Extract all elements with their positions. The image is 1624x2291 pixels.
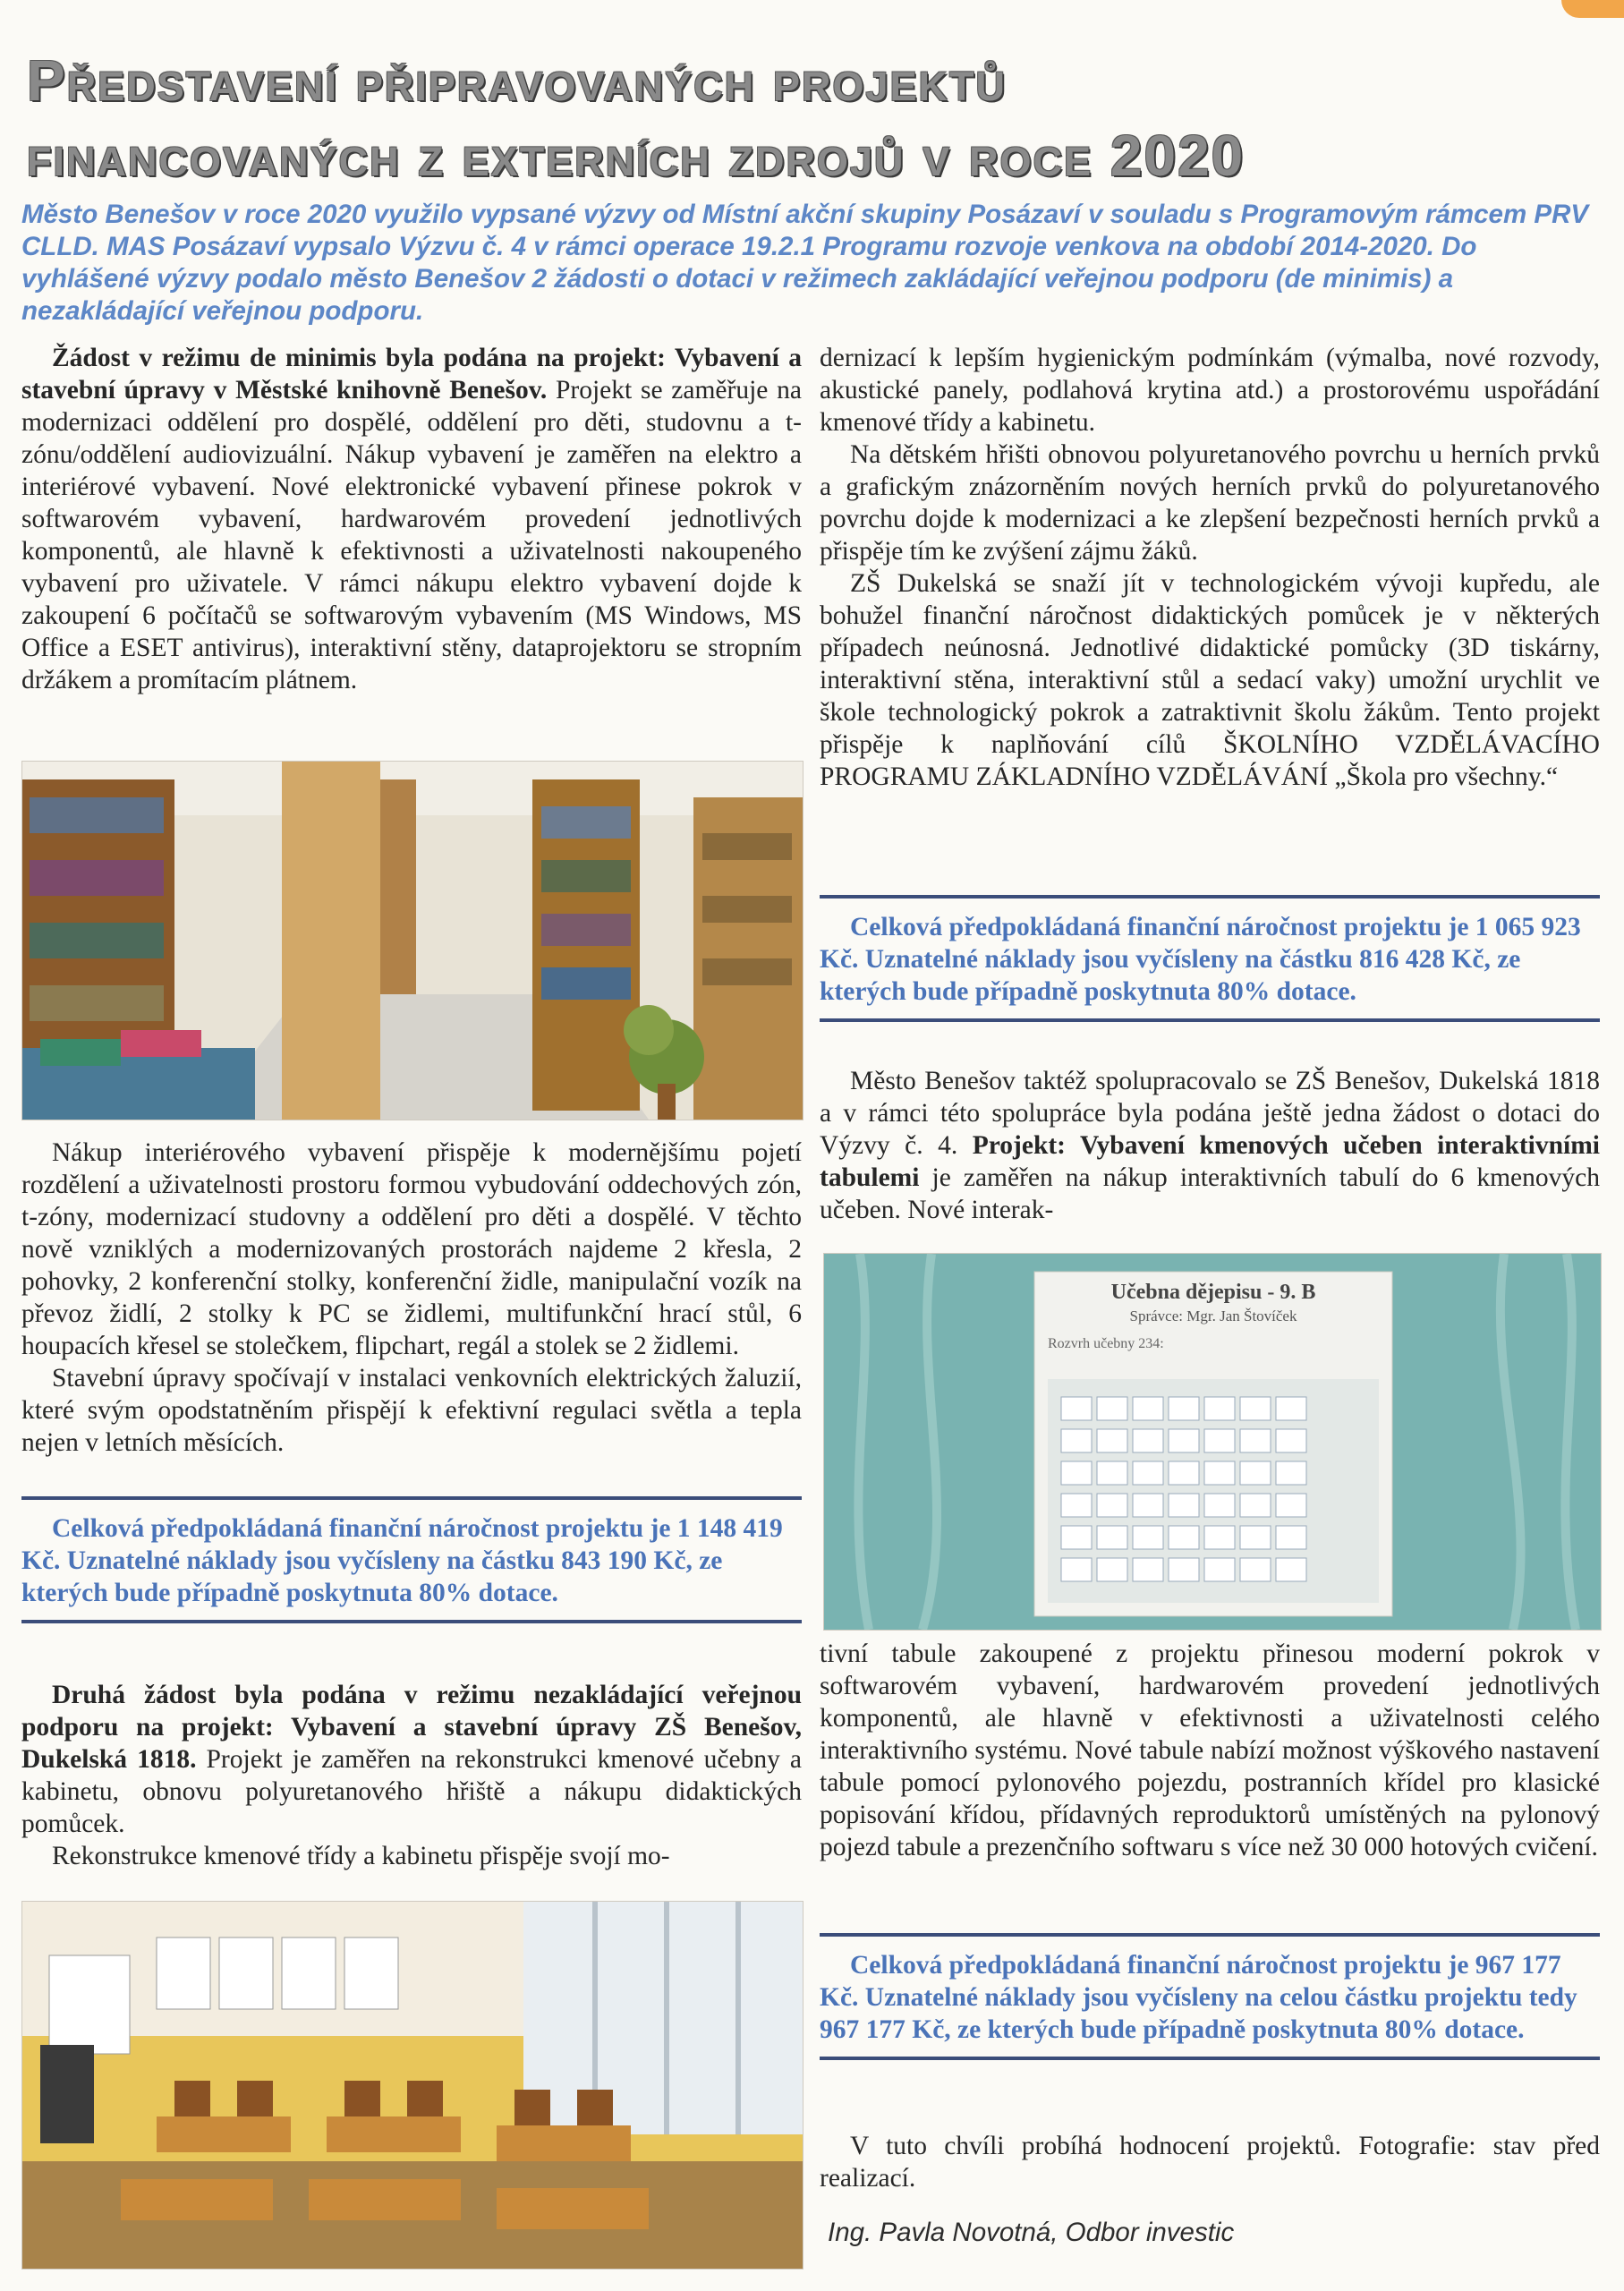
library-illustration: [22, 762, 803, 1120]
funding-box-library: [21, 1496, 802, 1623]
right-paragraph-4: [820, 1065, 1600, 1226]
board-sign-title: Učebna dějepisu - 9. B: [1110, 1281, 1316, 1304]
left-paragraph-4-text: Projekt je zaměřen na rekonstrukci kmenové učebny a kabinetu, obnovu polyuretanového hřiště a nákupu didaktických pomůcek.: [21, 1745, 802, 1838]
left-paragraph-1-text: Projekt se zaměřuje na modernizaci oddělení pro dospělé, oddělení pro děti, studovnu a t-zónu/oddělení audiovizuální. Nákup vybavení je zaměřen na elektro a interiérové vybavení. Nové elektronické vybavení přinese pokrok v softwarovém vybavení, hardwarovém provedení jednotlivých komponentů, ale hlavně k efektivnosti a uživatelnosti nakoupeného vybavení pro uživatele. V rámci nákupu elektro vybavení dojde k zakoupení 6 počítačů se softwarovým vybavením (MS Windows, MS Office a ESET antivirus), interaktivní stěny, dataprojektoru se stropním držákem a promítacím plátnem.: [21, 376, 802, 694]
left-column-middle: [21, 1137, 802, 1459]
left-paragraph-5: Rekonstrukce kmenové třídy a kabinetu přispěje svojí mo-: [52, 1842, 670, 1870]
left-paragraph-3: Stavební úpravy spočívají v instalaci venkovních elektrických žaluzií, které svým opodstatněním přispějí k efektivní regulaci světla a tepla nejen v letních měsících.: [21, 1364, 802, 1457]
title-line-1: Představení připravovaných projektů: [27, 48, 1008, 113]
right-paragraph-2: Na dětském hřišti obnovou polyuretanového povrchu u herních prvků a grafickým znázorněním nových herních prvků do polyuretanového povrchu dojde k modernizaci a ke zlepšení bezpečnosti herních prvků a přispěje tím ke zvýšení zájmu žáků.: [820, 440, 1600, 566]
right-column-bottom: [820, 2130, 1600, 2194]
title-line-2: financovaných z externích zdrojů v roce 2020: [27, 123, 1246, 188]
funding-text-library: Celková předpokládaná finanční náročnost projektu je 1 148 419 Kč. Uznatelné náklady jsou vyčísleny na částku 843 190 Kč, ze kterých bude případně poskytnuta 80% dotace.: [21, 1514, 783, 1607]
left-paragraph-1-lead: Žádost v režimu de minimis byla podána na projekt: Vybavení a stavební úpravy v Městské knihovně Benešov.: [21, 344, 802, 405]
board-sign-note: Rozvrh učebny 234:: [1048, 1336, 1164, 1351]
funding-box-boards: [820, 1933, 1600, 2060]
left-column-top: [21, 342, 802, 696]
right-column-middle: [820, 1065, 1600, 1226]
right-paragraph-4-start: Město Benešov taktéž spolupracovalo se ZŠ Benešov, Dukelská 1818 a v rámci této spolupráce byla podána ještě jedna žádost o dotaci do Výzvy č. 4.: [820, 1067, 1600, 1160]
right-paragraph-4-text: je zaměřen na nákup interaktivních tabulí do 6 kmenových učeben. Nové interak-: [820, 1163, 1600, 1224]
right-paragraph-4-lead: Projekt: Vybavení kmenových učeben interaktivními tabulemi: [820, 1131, 1600, 1192]
left-paragraph-1: [21, 342, 802, 696]
left-paragraph-2: Nákup interiérového vybavení přispěje k modernějšímu pojetí rozdělení a uživatelnosti prostoru formou vybudování oddechových zón, t-zóny, modernizací studovny a oddělení pro děti a dospělé. V těchto nově vzniklých a modernizovaných prostorách najdeme 2 křesla, 2 pohovky, 2 konferenční stolky, konferenční židle, manipulační vozík na převoz židlí, 2 stolky k PC se židlemi, multifunkční hrací stůl, 6 houpacích křesel se stolečkem, flipchart, regál a stolek se 2 židlemi.: [21, 1138, 802, 1360]
funding-box-school: [820, 895, 1600, 1022]
page-corner-tab: [1561, 0, 1624, 18]
intro-paragraph: Město Benešov v roce 2020 využilo vypsané výzvy od Místní akční skupiny Posázaví v souladu s Programovým rámcem PRV CLLD. MAS Posázaví vypsalo Výzvu č. 4 v rámci operace 19.2.1 Programu rozvoje venkova na období 2014-2020. Do vyhlášené výzvy podalo město Benešov 2 žádosti o dotaci v režimech zakládající veřejnou podporu (de minimis) a nezakládající veřejnou podporu.: [21, 200, 1589, 326]
classroom-photo: [21, 1901, 803, 2270]
right-paragraph-1: dernizací k lepším hygienickým podmínkám (výmalba, nové rozvody, akustické panely, podlahová krytina atd.) a prostorovému uspořádání kmenové třídy a kabinetu.: [820, 344, 1600, 437]
right-paragraph-6: V tuto chvíli probíhá hodnocení projektů. Fotografie: stav před realizací.: [820, 2132, 1600, 2193]
funding-text-boards: Celková předpokládaná finanční náročnost projektu je 967 177 Kč. Uznatelné náklady jsou vyčísleny na celou částku projektu tedy 967 177 Kč, ze kterých bude případně poskytnuta 80% dotace.: [820, 1951, 1577, 2044]
board-photo: [823, 1253, 1602, 1631]
author-signature: Ing. Pavla Novotná, Odbor investic: [828, 2218, 1235, 2247]
left-paragraph-4: [21, 1679, 802, 1840]
board-sign-subtitle: Správce: Mgr. Jan Štovíček: [1129, 1307, 1297, 1324]
right-column-lower: [820, 1638, 1600, 1863]
left-column-bottom: [21, 1679, 802, 1872]
left-paragraph-4-lead: Druhá žádost byla podána v režimu nezakládající veřejnou podporu na projekt: Vybavení a stavební úpravy ZŠ Benešov, Dukelská 1818.: [21, 1681, 802, 1774]
classroom-illustration: [22, 1902, 803, 2269]
right-paragraph-3: ZŠ Dukelská se snaží jít v technologickém vývoji kupředu, ale bohužel finanční náročnost didaktických pomůcek je v některých případech neúnosná. Jednotlivé didaktické pomůcky (3D tiskárny, interaktivní stěna, interaktivní stůl a sedací vaky) umožní urychlit ve škole technologický pokrok a zatraktivnit školu žákům. Tento projekt přispěje k naplňování cílů ŠKOLNÍHO VZDĚLÁVACÍHO PROGRAMU ZÁKLADNÍHO VZDĚLÁVÁNÍ „Škola pro všechny.“: [820, 569, 1600, 791]
funding-text-school: Celková předpokládaná finanční náročnost projektu je 1 065 923 Kč. Uznatelné náklady jsou vyčísleny na částku 816 428 Kč, ze kterých bude případně poskytnuta 80% dotace.: [820, 913, 1581, 1006]
right-column-top: [820, 342, 1600, 793]
right-paragraph-5: tivní tabule zakoupené z projektu přinesou moderní pokrok v softwarovém vybavení, hardwarovém provedení jednotlivých komponentů, ale hlavně v efektivnosti a uživatelnosti celého interaktivního systému. Nové tabule nabízí možnost výškového nastavení tabule pomocí pylonového pojezdu, postranních křídel pro klasické popisování křídou, přídavných reproduktorů umístěných na pylonový pojezd tabule a prezenčního softwaru s více než 30 000 hotových cvičení.: [820, 1639, 1600, 1861]
library-photo: [21, 761, 803, 1120]
page-title: [27, 43, 1602, 193]
